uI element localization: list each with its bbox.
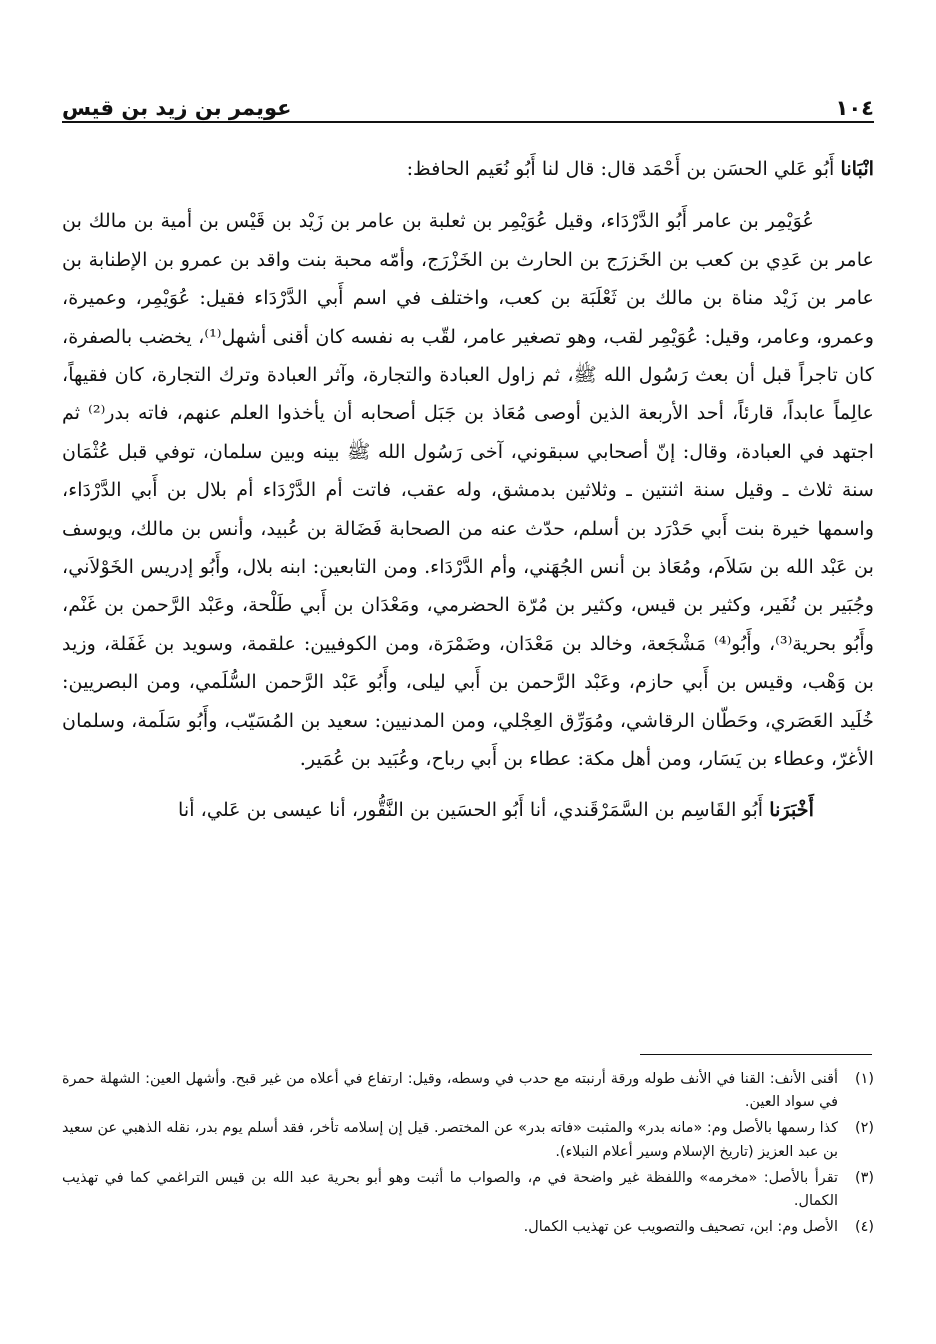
header-rule	[62, 121, 874, 123]
main-paragraph: عُوَيْمِر بن عامر أَبُو الدَّرْدَاء، وقيل عُوَيْمِر بن ثعلبة بن عامر بن زَيْد بن قَيْس بن أمية بن مالك بن عامر بن عَدِي بن كعب بن الخَزرَج بن الحارث بن الخَزْرَج، وأمّه محبة بنت واقد بن عمرو بن الإطنابة بن عامر بن زَيْد مناة بن مالك بن ثَعْلَبَة بن كعب، واختلف في اسم أَبي الدَّرْدَاء فقيل: عُوَيْمِر، وعميرة، وعمرو، وعامر، وقيل: عُوَيْمِر لقب، وهو تصغير عامر، لقّب به نفسه كان أقنى أشهل⁽¹⁾، يخضب بالصفرة، كان تاجراً قبل أن بعث رَسُول الله ﷺ، ثم زاول العبادة والتجارة، وآثر العبادة وترك التجارة، كان فقيهاً، عالِماً عابداً، قارئاً، أحد الأربعة الذين أوصى مُعَاذ بن جَبَل أصحابه أن يأخذوا العلم عنهم، فاته بدر⁽²⁾ ثم اجتهد في العبادة، وقال: إنّ أصحابي سبقوني، آخى رَسُول الله ﷺ بينه وبين سلمان، توفي قبل عُثْمَان سنة ثلاث ـ وقيل سنة اثنتين ـ وثلاثين بدمشق، وله عقب، فاتت أم الدَّرْدَاء أم بلال بن أَبي الدَّرْدَاء، واسمها خيرة بنت أَبي حَدْرَد بن أسلم، حدّث عنه من الصحابة فَضَالة بن عُبيد، وأنس بن مالك، ويوسف بن عَبْد الله بن سَلاَم، ومُعَاذ بن أنس الجُهَني، وأم الدَّرْدَاء. ومن التابعين: ابنه بلال، وأَبُو إدريس الخَوْلاَني، وجُبَير بن نُفَير، وكثير بن قيس، وكثير بن مُرّة الحضرمي، ومَعْدَان بن أَبي طَلْحة، وعَبْد الرَّحمن بن غَنْم، وأَبُو بحرية⁽³⁾، وأَبُو⁽⁴⁾ مَشْجَعة، وخالد بن مَعْدَان، وضَمْرَة، ومن الكوفيين: علقمة، وسويد بن غَفَلة، وزيد بن وَهْب، وقيس بن أَبي حازم، وعَبْد الرَّحمن بن أَبي ليلى، وأَبُو عَبْد الرَّحمن السُّلَمي، ومن البصريين: خُلَيد العَصَري، وحَطّان الرقاشي، ومُوَرِّق العِجْلي، ومن المدنيين: سعيد بن المُسَيّب، وأَبُو سَلَمة، وسلمان الأغرّ، وعطاء بن يَسَار، ومن أهل مكة: عطاء بن أَبي رباح، وعُبَيد بن عُمَير.	[62, 209, 875, 771]
footnote-rule	[640, 1054, 872, 1055]
footnote-number: (٤)	[855, 1219, 874, 1236]
footnotes	[62, 1068, 874, 1242]
page-header	[62, 88, 874, 120]
footnote-text: الأصل وم: ابن، تصحيف والتصويب عن تهذيب الكمال.	[523, 1219, 838, 1236]
body-text	[62, 150, 874, 829]
footnote-number: (٣)	[855, 1169, 874, 1186]
last-paragraph	[62, 791, 874, 829]
intro-rest: أَبُو عَلي الحسَن بن أَحْمَد قال: قال لنا أَبُو نُعَيم الحافظ:	[406, 157, 835, 180]
footnote-number: (١)	[855, 1071, 874, 1087]
last-lead: أَخْبَرَنا	[769, 797, 814, 821]
footnote-3	[62, 1167, 874, 1213]
footnote-text: كذا رسمها بالأصل وم: «مانه بدر» والمثبت «فاته بدر» عن المختصر. قيل إن إسلامه تأخر، فقد أسلم يوم بدر، نقله الذهبي عن سعيد بن عبد العزيز (تاريخ الإسلام وسير أعلام النبلاء).	[62, 1120, 838, 1160]
footnote-text: أقنى الأنف: القنا في الأنف طوله ورقة أرنبته مع حدب في وسطه، وقيل: ارتفاع في أعلاه من غير قبح. وأشهل العين: الشهلة حمرة في سواد العين.	[62, 1071, 838, 1111]
intro-lead: انْبَانا	[840, 157, 874, 180]
running-title: عويمر بن زيد بن قيس	[62, 96, 292, 120]
footnote-2	[62, 1117, 874, 1163]
footnote-text: تقرأ بالأصل: «مخرمه» واللفظة غير واضحة في م، والصواب ما أثبت وهو أبو بحرية عبد الله بن قيس التراغمي كما في تهذيب الكمال.	[62, 1169, 838, 1210]
page-number: ١٠٤	[835, 96, 874, 120]
footnote-number: (٢)	[855, 1120, 874, 1137]
footnote-4	[62, 1216, 874, 1239]
last-rest: أَبُو القَاسِم بن السَّمَرْقَندي، أنا أَبُو الحسَين بن النَّقُّور، أنا عيسى بن عَلي، أنا	[178, 797, 764, 821]
intro-paragraph	[62, 150, 874, 188]
footnote-1	[62, 1068, 874, 1114]
